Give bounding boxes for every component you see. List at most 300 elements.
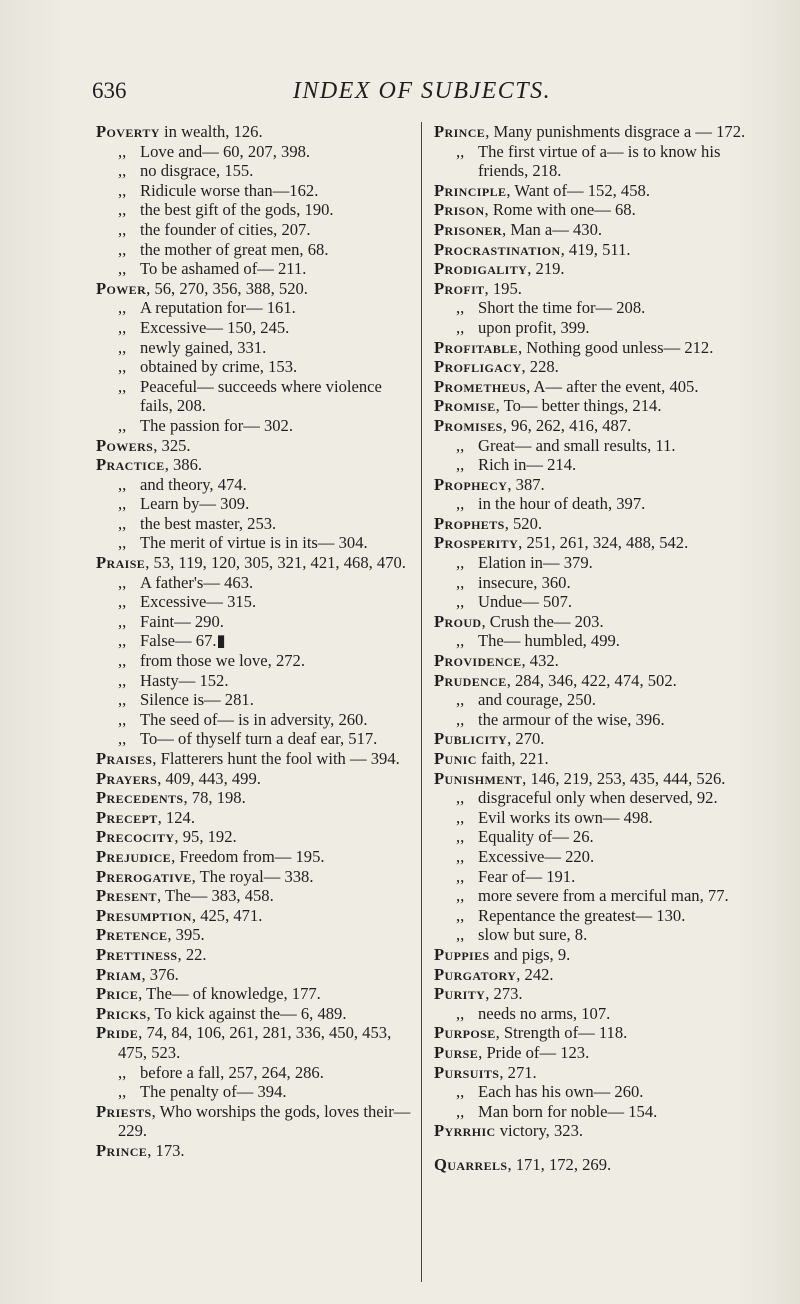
letter-section-gap [434,1141,752,1155]
index-subentry [434,906,752,926]
index-subentry [96,318,412,338]
index-subentry [434,690,752,710]
page-title: INDEX OF SUBJECTS. [292,78,552,104]
entry-heading: Prophecy [434,474,508,494]
entry-heading: Praise [96,553,146,573]
entry-heading: Providence [434,651,522,671]
index-subentry [434,592,752,612]
ditto-mark: ,, [456,827,465,847]
entry-heading: Prettiness [96,944,178,964]
index-subentry [434,318,752,338]
ditto-mark: ,, [456,925,465,945]
index-entry [96,827,412,847]
entry-text: faith, 221. [476,749,549,768]
subentry-text: Undue— 507. [478,592,573,612]
index-entry [96,945,412,965]
entry-heading: Pretence [96,925,168,945]
subentry-text: The penalty of— 394. [140,1082,287,1102]
entry-heading: Prudence [434,670,507,690]
subentry-text: Faint— 290. [140,611,224,631]
column-divider [421,122,422,1282]
entry-text: , 419, 511. [560,239,631,259]
entry-heading: Purgatory [434,964,517,984]
index-subentry [434,436,752,456]
subentry-text: before a fall, 257, 264, 286. [140,1062,324,1082]
index-entry [96,906,412,926]
entry-text: , 53, 119, 120, 305, 321, 421, 468, 470. [145,553,406,573]
index-subentry [96,161,412,181]
entry-heading: Pursuits [434,1062,500,1082]
entry-text: , Rome with one— 68. [484,200,636,220]
ditto-mark: ,, [456,494,465,514]
entry-heading: Prison [434,200,485,220]
index-entry [96,847,412,867]
index-entry [96,788,412,808]
entry-heading: Procrastination [434,239,561,259]
subentry-text: Love and— 60, 207, 398. [140,141,311,161]
ditto-mark: ,, [118,317,127,337]
entry-heading: Punic [434,749,477,768]
index-subentry [96,710,412,730]
entry-text: , Man a— 430. [502,219,603,239]
index-subentry [96,690,412,710]
index-entry [434,1121,752,1141]
index-entry [434,1155,752,1175]
entry-text: , 195. [484,278,522,298]
entry-text: , 271. [499,1062,537,1082]
index-subentry [96,729,412,749]
index-subentry [434,827,752,847]
ditto-mark: ,, [118,494,127,514]
ditto-mark: ,, [456,553,465,573]
subentry-text: Excessive— 220. [478,846,595,866]
ditto-mark: ,, [118,572,127,592]
ditto-mark: ,, [456,298,465,318]
ditto-mark: ,, [456,435,465,455]
entry-heading: Pyrrhic [434,1121,496,1141]
subentry-text: Hasty— 152. [140,670,229,690]
subentry-text: more severe from a merciful man, 77. [478,886,729,906]
entry-heading: Pride [96,1023,139,1043]
index-entry [434,965,752,985]
entry-heading: Prosperity [434,533,519,553]
subentry-text: no disgrace, 155. [140,161,254,181]
ditto-mark: ,, [118,298,127,318]
subentry-text: To— of thyself turn a deaf ear, 517. [140,729,378,749]
index-entry [434,1023,752,1043]
entry-text: , 74, 84, 106, 261, 281, 336, 450, 453, 475, 523. [118,1023,392,1062]
subentry-text: the founder of cities, 207. [140,219,311,239]
index-entry [434,514,752,534]
ditto-mark: ,, [118,200,127,220]
entry-text: , 325. [153,435,191,455]
ditto-mark: ,, [118,259,127,279]
subentry-text: Great— and small results, 11. [478,435,676,455]
index-subentry [96,651,412,671]
entry-text: , A— after the event, 405. [526,376,699,396]
index-entry [96,1004,412,1024]
subentry-text: and courage, 250. [478,690,596,710]
entry-heading: Present [96,886,157,906]
index-entry [434,1063,752,1083]
subentry-text: The passion for— 302. [140,415,294,435]
entry-text: , 284, 346, 422, 474, 502. [506,670,677,690]
index-subentry [96,514,412,534]
entry-heading: Profligacy [434,357,522,377]
entry-text: , Strength of— 118. [495,1023,628,1043]
subentry-text: Rich in— 214. [478,455,577,475]
index-subentry [96,181,412,201]
index-entry [434,220,752,240]
index-subentry [96,494,412,514]
entry-text: , Flatterers hunt the fool with — 394. [152,749,400,768]
index-subentry [96,259,412,279]
subentry-text: Silence is— 281. [140,690,254,710]
index-entry [96,965,412,985]
subentry-text: from those we love, 272. [140,651,305,671]
entry-text: in wealth, 126. [159,122,263,141]
index-entry [96,808,412,828]
ditto-mark: ,, [456,690,465,710]
ditto-mark: ,, [118,670,127,690]
ditto-mark: ,, [118,180,127,200]
entry-heading: Profit [434,278,485,298]
index-entry [434,984,752,1004]
entry-heading: Praises [96,749,153,768]
ditto-mark: ,, [456,592,465,612]
index-subentry [96,416,412,436]
ditto-mark: ,, [118,513,127,533]
index-subentry [96,220,412,240]
index-entry [434,651,752,671]
entry-heading: Proud [434,611,482,631]
entry-text: , 270. [507,729,545,749]
index-subentry [434,1082,752,1102]
ditto-mark: ,, [118,1062,127,1082]
index-subentry [96,142,412,162]
subentry-text: the armour of the wise, 396. [478,709,665,729]
entry-text: , Crush the— 203. [481,611,604,631]
subentry-text: slow but sure, 8. [478,925,588,945]
entry-text: , 78, 198. [183,788,246,808]
subentry-text: and theory, 474. [140,474,247,494]
entry-text: , Pride of— 123. [478,1042,590,1062]
ditto-mark: ,, [456,886,465,906]
index-entry [434,377,752,397]
ditto-mark: ,, [118,651,127,671]
index-subentry [96,631,412,651]
ditto-mark: ,, [456,317,465,337]
entry-heading: Prodigality [434,259,528,279]
index-entry [96,122,412,142]
index-subentry [96,533,412,553]
index-subentry [434,494,752,514]
entry-heading: Puppies [434,944,490,964]
subentry-text: Excessive— 150, 245. [140,317,290,337]
ditto-mark: ,, [118,415,127,435]
subentry-text: Fear of— 191. [478,866,576,886]
ditto-mark: ,, [456,788,465,808]
entry-heading: Pricks [96,1003,147,1023]
ditto-mark: ,, [456,807,465,827]
subentry-text: Peaceful— succeeds where violence fails, 208. [140,376,382,416]
index-entry [96,984,412,1004]
subentry-text: The merit of virtue is in its— 304. [140,533,368,553]
entry-heading: Publicity [434,729,508,749]
index-entry [434,279,752,299]
index-subentry [96,200,412,220]
subentry-text: The first virtue of a— is to know his friends, 218. [478,141,721,181]
ditto-mark: ,, [118,376,127,396]
index-subentry [434,847,752,867]
ditto-mark: ,, [118,219,127,239]
index-entry [434,122,752,142]
entry-text: , 56, 270, 356, 388, 520. [146,278,308,298]
entry-text: , 219. [527,259,565,279]
entry-text: , 273. [485,984,523,1004]
subentry-text: Ridicule worse than—162. [140,180,319,200]
entry-text: , 520. [504,513,543,533]
ditto-mark: ,, [118,631,127,651]
entry-text: , Many punishments disgrace a — 172. [485,122,746,141]
ditto-mark: ,, [118,729,127,749]
index-entry [96,886,412,906]
ditto-mark: ,, [118,611,127,631]
entry-text: , 432. [521,651,559,671]
page-number: 636 [92,78,127,103]
ditto-mark: ,, [456,1082,465,1102]
entry-text: , 173. [147,1140,185,1160]
entry-heading: Powers [96,435,154,455]
ditto-mark: ,, [118,592,127,612]
entry-heading: Practice [96,455,165,475]
subentry-text: Equality of— 26. [478,827,594,847]
entry-text: victory, 323. [495,1121,584,1141]
entry-text: , 95, 192. [174,827,237,847]
index-entry [434,749,752,769]
index-subentry [96,1063,412,1083]
index-entry [434,338,752,358]
entry-heading: Priests [96,1101,152,1121]
index-subentry [434,455,752,475]
index-column-right [434,122,752,1174]
subentry-text: A reputation for— 161. [140,298,296,318]
subentry-text: Elation in— 379. [478,553,593,573]
index-subentry [96,612,412,632]
subentry-text: the best gift of the gods, 190. [140,200,334,220]
ditto-mark: ,, [456,455,465,475]
entry-heading: Prerogative [96,866,192,886]
index-entry [96,925,412,945]
ditto-mark: ,, [456,709,465,729]
ditto-mark: ,, [118,533,127,553]
index-entry [434,240,752,260]
entry-heading: Principle [434,180,507,200]
subentry-text: To be ashamed of— 211. [140,259,307,279]
entry-text: , 171, 172, 269. [507,1154,612,1174]
ditto-mark: ,, [118,357,127,377]
entry-heading: Prometheus [434,376,527,396]
index-subentry [96,338,412,358]
index-entry [96,436,412,456]
index-entry [96,553,412,573]
index-entry [434,416,752,436]
ditto-mark: ,, [118,709,127,729]
entry-text: , 376. [141,964,179,984]
index-subentry [96,475,412,495]
subentry-text: Evil works its own— 498. [478,807,653,827]
entry-heading: Precedents [96,788,184,808]
ditto-mark: ,, [456,866,465,886]
entry-text: , 96, 262, 416, 487. [502,415,632,435]
index-subentry [434,925,752,945]
entry-text: , 146, 219, 253, 435, 444, 526. [522,768,726,788]
index-subentry [434,553,752,573]
index-entry [96,1023,412,1062]
entry-heading: Purse [434,1042,479,1062]
subentry-text: A father's— 463. [140,572,254,592]
subentry-text: Man born for noble— 154. [478,1101,658,1121]
index-subentry [96,377,412,416]
entry-heading: Quarrels [434,1154,508,1174]
entry-text: , 251, 261, 324, 488, 542. [518,533,689,553]
subentry-text: disgraceful only when deserved, 92. [478,788,718,808]
ditto-mark: ,, [456,572,465,592]
index-entry [434,357,752,377]
entry-text: and pigs, 9. [489,944,571,964]
index-subentry [96,573,412,593]
ditto-mark: ,, [118,161,127,181]
index-subentry [434,631,752,651]
entry-text: , 387. [507,474,545,494]
index-entry [96,867,412,887]
index-subentry [434,1004,752,1024]
subentry-text: The seed of— is in adversity, 260. [140,709,368,729]
index-entry [96,279,412,299]
index-entry [434,1043,752,1063]
index-subentry [434,867,752,887]
entry-text: , 395. [167,925,205,945]
ditto-mark: ,, [118,239,127,259]
index-subentry [434,573,752,593]
entry-heading: Priam [96,964,142,984]
subentry-text: needs no arms, 107. [478,1003,611,1023]
entry-heading: Power [96,278,147,298]
ditto-mark: ,, [456,631,465,651]
entry-heading: Precept [96,807,158,827]
entry-heading: Promise [434,396,496,416]
entry-heading: Presumption [96,905,192,925]
entry-text: , Nothing good unless— 212. [517,337,714,357]
index-subentry [96,592,412,612]
subentry-text: Each has his own— 260. [478,1082,644,1102]
entry-heading: Prince [96,1140,148,1160]
entry-heading: Precocity [96,827,175,847]
index-subentry [434,886,752,906]
index-subentry [434,788,752,808]
index-subentry [96,1082,412,1102]
ditto-mark: ,, [118,690,127,710]
index-entry [434,945,752,965]
entry-heading: Price [96,984,139,1004]
subentry-text: False— 67.▮ [140,631,226,651]
index-entry [434,729,752,749]
entry-heading: Prayers [96,768,158,788]
ditto-mark: ,, [456,1101,465,1121]
entry-heading: Profitable [434,337,518,357]
entry-text: , 22. [177,944,207,964]
running-head [92,78,752,108]
ditto-mark: ,, [456,905,465,925]
entry-text: , 386. [164,455,203,475]
index-subentry [96,240,412,260]
entry-text: , The— 383, 458. [156,886,274,906]
entry-text: , The royal— 338. [191,866,314,886]
ditto-mark: ,, [118,337,127,357]
entry-heading: Prince [434,122,486,141]
entry-heading: Prejudice [96,846,172,866]
index-entry [434,181,752,201]
subentry-text: insecure, 360. [478,572,571,592]
entry-heading: Punishment [434,768,523,788]
entry-heading: Prisoner [434,219,503,239]
ditto-mark: ,, [456,141,465,161]
index-entry [96,1141,412,1161]
index-entry [434,769,752,789]
entry-heading: Purpose [434,1023,496,1043]
index-entry [96,1102,412,1141]
subentry-text: Learn by— 309. [140,494,250,514]
index-column-left [96,122,412,1160]
subentry-text: in the hour of death, 397. [478,494,646,514]
index-entry [96,455,412,475]
index-subentry [434,808,752,828]
index-subentry [96,671,412,691]
entry-text: , 425, 471. [191,905,263,925]
ditto-mark: ,, [456,1003,465,1023]
entry-text: , 124. [157,807,195,827]
index-entry [434,671,752,691]
entry-heading: Promises [434,415,503,435]
index-entry [96,769,412,789]
subentry-text: the mother of great men, 68. [140,239,329,259]
entry-text: , 228. [521,357,559,377]
entry-heading: Purity [434,984,486,1004]
subentry-text: Excessive— 315. [140,592,257,612]
subentry-text: upon profit, 399. [478,317,590,337]
subentry-text: obtained by crime, 153. [140,357,298,377]
index-subentry [96,298,412,318]
entry-heading: Prophets [434,513,505,533]
index-entry [434,259,752,279]
index-entry [96,749,412,769]
subentry-text: the best master, 253. [140,513,277,533]
entry-text: , The— of knowledge, 177. [138,984,321,1004]
ditto-mark: ,, [118,141,127,161]
ditto-mark: ,, [456,846,465,866]
subentry-text: newly gained, 331. [140,337,267,357]
index-entry [434,475,752,495]
entry-text: , 409, 443, 499. [157,768,261,788]
index-entry [434,200,752,220]
index-subentry [434,142,752,181]
subentry-text: Repentance the greatest— 130. [478,905,686,925]
subentry-text: Short the time for— 208. [478,298,646,318]
subentry-text: The— humbled, 499. [478,631,620,651]
index-subentry [96,357,412,377]
ditto-mark: ,, [118,1082,127,1102]
entry-text: , Want of— 152, 458. [506,180,650,200]
